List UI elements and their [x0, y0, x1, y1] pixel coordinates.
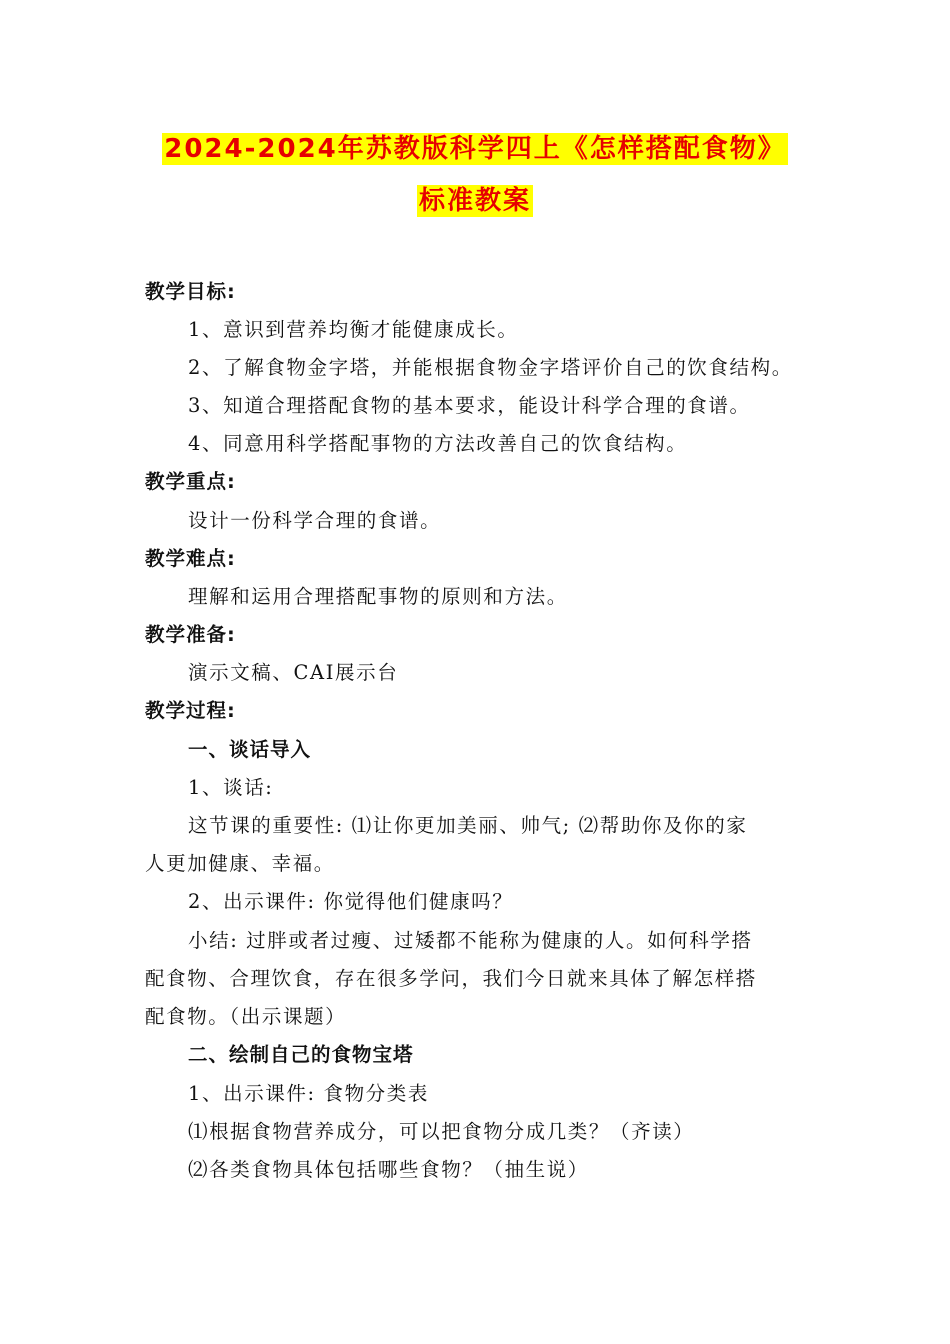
key-point-text: 设计一份科学合理的食谱。 — [188, 509, 442, 532]
part1-step1: 1、谈话: — [188, 776, 274, 799]
document-title-line1: 2024-2024年苏教版科学四上《怎样搭配食物》 — [164, 134, 786, 164]
process-heading: 教学过程: — [145, 699, 236, 722]
objective-item: 4、同意用科学搭配事物的方法改善自己的饮食结构。 — [188, 432, 688, 455]
part1-step2: 2、出示课件: 你觉得他们健康吗？ — [188, 890, 514, 913]
part1-talk-line: 人更加健康、幸福。 — [145, 852, 335, 875]
preparation-heading: 教学准备: — [145, 623, 236, 646]
part1-heading: 一、谈话导入 — [188, 738, 312, 761]
document-title — [0, 132, 950, 166]
document-subtitle — [0, 184, 950, 218]
preparation-text: 演示文稿、CAI展示台 — [188, 661, 399, 684]
part1-talk-line: 这节课的重要性: ⑴让你更加美丽、帅气; ⑵帮助你及你的家 — [188, 814, 748, 837]
objectives-heading: 教学目标: — [145, 280, 236, 303]
part1-summary-line: 配食物、合理饮食，存在很多学问，我们今日就来具体了解怎样搭 — [145, 967, 757, 990]
part2-heading: 二、绘制自己的食物宝塔 — [188, 1043, 414, 1066]
part1-summary-line: 配食物。（出示课题） — [145, 1005, 347, 1028]
difficulty-text: 理解和运用合理搭配事物的原则和方法。 — [188, 585, 568, 608]
objective-item: 3、知道合理搭配食物的基本要求，能设计科学合理的食谱。 — [188, 394, 751, 417]
part2-question: ⑵各类食物具体包括哪些食物？（抽生说） — [188, 1158, 589, 1181]
key-point-heading: 教学重点: — [145, 470, 236, 493]
objective-item: 1、意识到营养均衡才能健康成长。 — [188, 318, 519, 341]
difficulty-heading: 教学难点: — [145, 547, 236, 570]
objective-item: 2、了解食物金字塔，并能根据食物金字塔评价自己的饮食结构。 — [188, 356, 793, 379]
part1-summary-line: 小结: 过胖或者过瘦、过矮都不能称为健康的人。如何科学搭 — [188, 929, 753, 952]
part2-question: ⑴根据食物营养成分，可以把食物分成几类？（齐读） — [188, 1120, 695, 1143]
part2-step1: 1、出示课件: 食物分类表 — [188, 1082, 429, 1105]
document-title-line2: 标准教案 — [418, 186, 531, 216]
